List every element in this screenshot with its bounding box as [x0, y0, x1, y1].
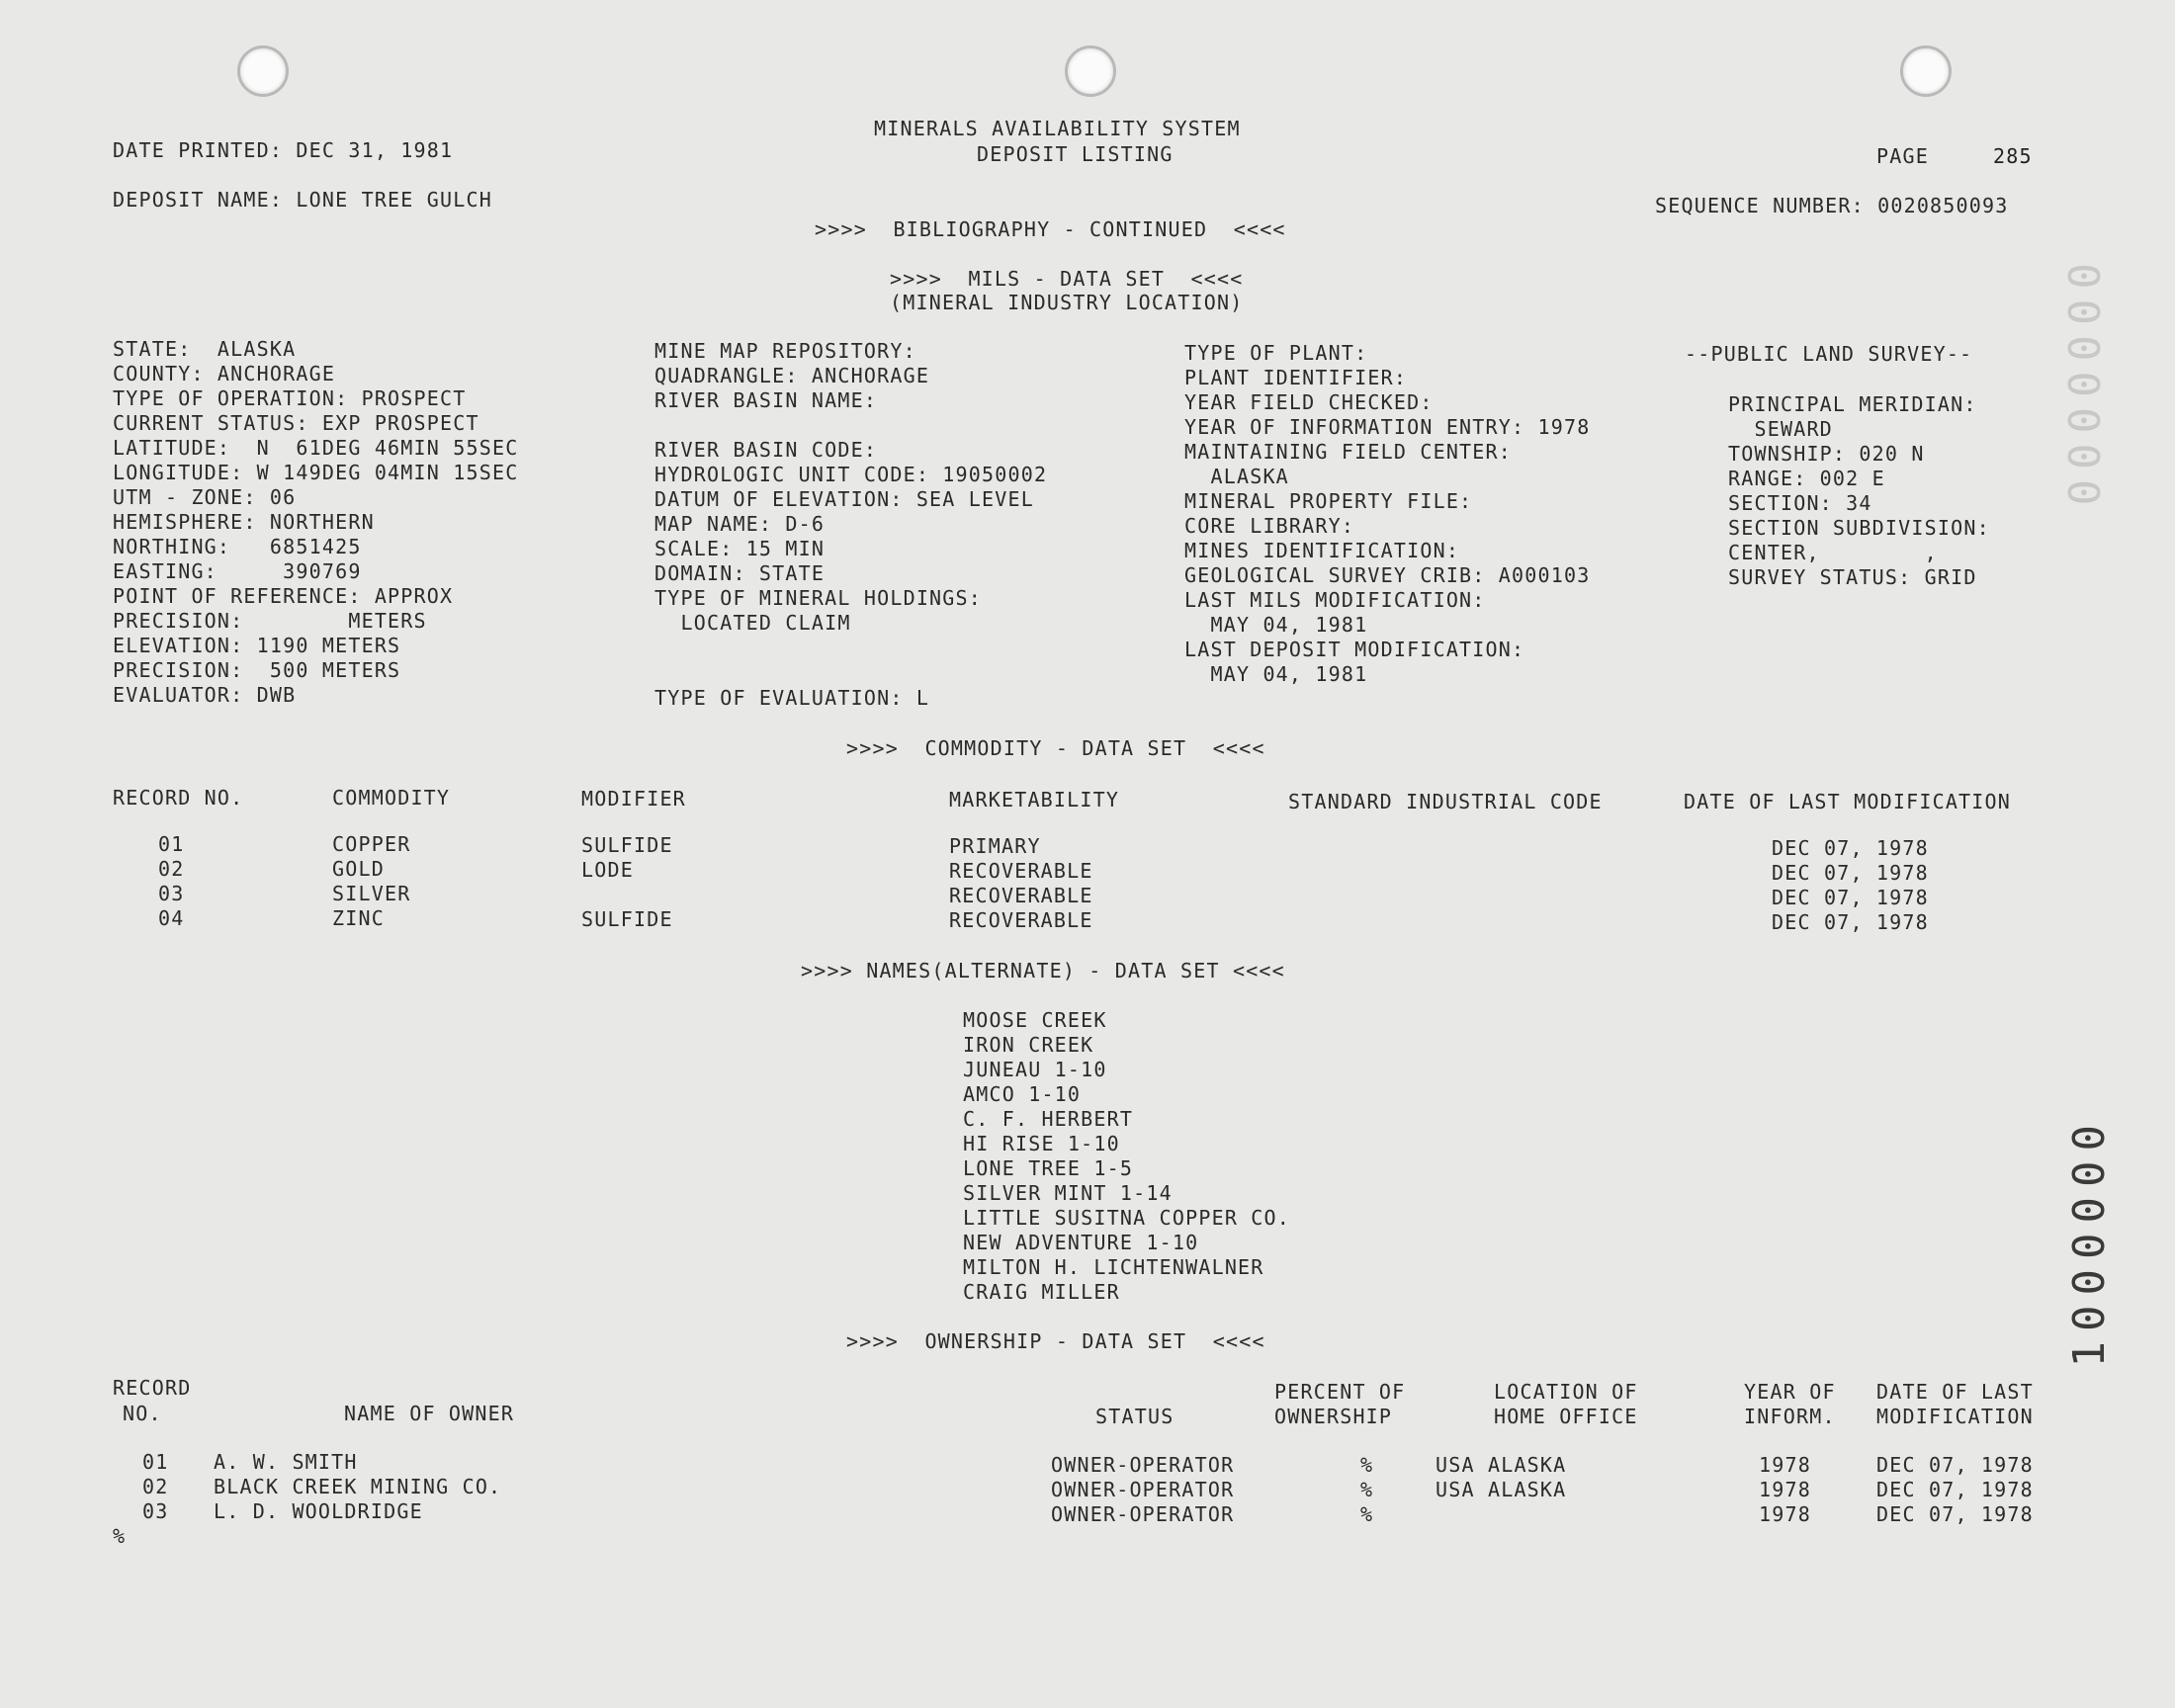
pls-field: SECTION: 34 — [1728, 491, 1872, 515]
mils-field: LAST MILS MODIFICATION: — [1184, 588, 1486, 612]
names-heading: >>>> NAMES(ALTERNATE) - DATA SET <<<< — [801, 959, 1285, 982]
mils-field: LONGITUDE: W 149DEG 04MIN 15SEC — [113, 461, 519, 484]
record-number: 03 — [158, 882, 185, 905]
record-number: 01 — [158, 832, 185, 856]
mils-field: TYPE OF PLANT: — [1184, 341, 1368, 365]
mils-field: COUNTY: ANCHORAGE — [113, 362, 336, 385]
owner-percent: % — [1360, 1478, 1374, 1501]
commodity-modifier: SULFIDE — [581, 907, 673, 931]
mils-field: DATUM OF ELEVATION: SEA LEVEL — [654, 487, 1034, 511]
owner-year: 1978 — [1759, 1453, 1811, 1477]
end-of-record-mark: % — [113, 1524, 127, 1548]
list-item: C. F. HERBERT — [963, 1107, 1134, 1131]
list-item: MILTON H. LICHTENWALNER — [963, 1255, 1264, 1279]
punch-hole-right — [1900, 45, 1952, 97]
list-item: IRON CREEK — [963, 1033, 1094, 1057]
commodity-header-modifier: MODIFIER — [581, 787, 686, 811]
report-title: MINERALS AVAILABILITY SYSTEM — [874, 117, 1241, 140]
mils-field: PRECISION: METERS — [113, 609, 427, 633]
commodity-modifier: LODE — [581, 858, 634, 882]
mils-field: MINES IDENTIFICATION: — [1184, 539, 1460, 562]
mils-field: YEAR FIELD CHECKED: — [1184, 390, 1434, 414]
mils-field: EVALUATOR: DWB — [113, 683, 297, 707]
record-number: 02 — [142, 1475, 169, 1498]
record-number: 01 — [142, 1450, 169, 1474]
margin-stamp-upper: 0000000 — [2060, 253, 2111, 506]
mils-field: HEMISPHERE: NORTHERN — [113, 510, 375, 534]
pls-field: SEWARD — [1728, 417, 1833, 441]
mils-field: STATE: ALASKA — [113, 337, 297, 361]
owner-status: OWNER-OPERATOR — [1051, 1478, 1235, 1501]
type-of-evaluation: TYPE OF EVALUATION: L — [654, 686, 930, 710]
list-item: LONE TREE 1-5 — [963, 1156, 1134, 1180]
page-label: PAGE — [1876, 144, 1929, 168]
page-number: 285 — [1993, 144, 2033, 168]
list-item: SILVER MINT 1-14 — [963, 1181, 1173, 1205]
mils-field: QUADRANGLE: ANCHORAGE — [654, 364, 930, 387]
ownership-header-no: NO. — [123, 1402, 162, 1425]
commodity-name: GOLD — [332, 857, 385, 881]
mils-field: POINT OF REFERENCE: APPROX — [113, 584, 454, 608]
ownership-header-percent: OWNERSHIP — [1274, 1405, 1393, 1428]
commodity-header-marketability: MARKETABILITY — [949, 788, 1120, 811]
owner-location: USA ALASKA — [1436, 1478, 1567, 1501]
owner-year: 1978 — [1759, 1502, 1811, 1526]
date-printed: DATE PRINTED: DEC 31, 1981 — [113, 138, 454, 162]
commodity-name: SILVER — [332, 882, 411, 905]
owner-name: A. W. SMITH — [214, 1450, 358, 1474]
commodity-header-commodity: COMMODITY — [332, 786, 451, 810]
ownership-header-date: DATE OF LAST — [1876, 1380, 2034, 1404]
mils-field: RIVER BASIN CODE: — [654, 438, 878, 462]
ownership-header-status: STATUS — [1095, 1405, 1174, 1428]
mils-field: TYPE OF OPERATION: PROSPECT — [113, 386, 467, 410]
mils-field: EASTING: 390769 — [113, 559, 362, 583]
mils-field: MAINTAINING FIELD CENTER: — [1184, 440, 1513, 464]
ownership-header-location: LOCATION OF — [1494, 1380, 1638, 1404]
mils-field: MAY 04, 1981 — [1184, 662, 1368, 686]
mils-field: UTM - ZONE: 06 — [113, 485, 297, 509]
list-item: LITTLE SUSITNA COPPER CO. — [963, 1206, 1291, 1230]
mils-field: ALASKA — [1184, 465, 1289, 488]
ownership-header-percent: PERCENT OF — [1274, 1380, 1406, 1404]
mils-field: MAY 04, 1981 — [1184, 613, 1368, 637]
mils-heading: >>>> MILS - DATA SET <<<< — [890, 267, 1244, 291]
pls-field: SURVEY STATUS: GRID — [1728, 565, 1977, 589]
commodity-name: COPPER — [332, 832, 411, 856]
owner-date: DEC 07, 1978 — [1876, 1453, 2034, 1477]
commodity-date: DEC 07, 1978 — [1772, 886, 1929, 909]
commodity-marketability: RECOVERABLE — [949, 884, 1093, 907]
list-item: MOOSE CREEK — [963, 1008, 1107, 1032]
deposit-name: DEPOSIT NAME: LONE TREE GULCH — [113, 188, 492, 212]
pls-field: CENTER, , — [1728, 541, 1938, 564]
mils-field: PLANT IDENTIFIER: — [1184, 366, 1408, 389]
margin-stamp-lower: 1000000 — [2064, 1115, 2115, 1368]
pls-field: PRINCIPAL MERIDIAN: — [1728, 392, 1977, 416]
commodity-date: DEC 07, 1978 — [1772, 910, 1929, 934]
mils-field: GEOLOGICAL SURVEY CRIB: A000103 — [1184, 563, 1591, 587]
pls-field: SECTION SUBDIVISION: — [1728, 516, 1990, 540]
owner-status: OWNER-OPERATOR — [1051, 1453, 1235, 1477]
commodity-marketability: RECOVERABLE — [949, 908, 1093, 932]
owner-date: DEC 07, 1978 — [1876, 1478, 2034, 1501]
commodity-header-sic: STANDARD INDUSTRIAL CODE — [1288, 790, 1603, 813]
mils-field: CORE LIBRARY: — [1184, 514, 1355, 538]
owner-location: USA ALASKA — [1436, 1453, 1567, 1477]
mils-field: PRECISION: 500 METERS — [113, 658, 401, 682]
commodity-name: ZINC — [332, 906, 385, 930]
list-item: AMCO 1-10 — [963, 1082, 1082, 1106]
mils-field: RIVER BASIN NAME: — [654, 388, 878, 412]
mils-field: DOMAIN: STATE — [654, 561, 826, 585]
ownership-heading: >>>> OWNERSHIP - DATA SET <<<< — [846, 1329, 1265, 1353]
commodity-heading: >>>> COMMODITY - DATA SET <<<< — [846, 736, 1265, 760]
commodity-marketability: RECOVERABLE — [949, 859, 1093, 883]
commodity-date: DEC 07, 1978 — [1772, 861, 1929, 885]
mils-field: TYPE OF MINERAL HOLDINGS: — [654, 586, 983, 610]
mils-subheading: (MINERAL INDUSTRY LOCATION) — [890, 291, 1244, 314]
ownership-header-name: NAME OF OWNER — [344, 1402, 515, 1425]
owner-name: BLACK CREEK MINING CO. — [214, 1475, 502, 1498]
record-number: 02 — [158, 857, 185, 881]
pls-field: TOWNSHIP: 020 N — [1728, 442, 1925, 466]
mils-field: LAST DEPOSIT MODIFICATION: — [1184, 638, 1525, 661]
mils-field: LATITUDE: N 61DEG 46MIN 55SEC — [113, 436, 519, 460]
ownership-header-date: MODIFICATION — [1876, 1405, 2034, 1428]
owner-name: L. D. WOOLDRIDGE — [214, 1499, 423, 1523]
owner-percent: % — [1360, 1502, 1374, 1526]
sequence-number: SEQUENCE NUMBER: 0020850093 — [1655, 194, 2009, 217]
list-item: HI RISE 1-10 — [963, 1132, 1120, 1155]
mils-field: CURRENT STATUS: EXP PROSPECT — [113, 411, 479, 435]
owner-percent: % — [1360, 1453, 1374, 1477]
mils-field: HYDROLOGIC UNIT CODE: 19050002 — [654, 463, 1048, 486]
ownership-header-location: HOME OFFICE — [1494, 1405, 1638, 1428]
list-item: CRAIG MILLER — [963, 1280, 1120, 1304]
pls-heading: --PUBLIC LAND SURVEY-- — [1685, 342, 1973, 366]
mils-field: YEAR OF INFORMATION ENTRY: 1978 — [1184, 415, 1591, 439]
ownership-header-year: INFORM. — [1744, 1405, 1836, 1428]
mils-field: LOCATED CLAIM — [654, 611, 851, 635]
ownership-header-year: YEAR OF — [1744, 1380, 1836, 1404]
pls-field: RANGE: 002 E — [1728, 467, 1885, 490]
mils-field: SCALE: 15 MIN — [654, 537, 826, 560]
mils-field: MAP NAME: D-6 — [654, 512, 826, 536]
owner-year: 1978 — [1759, 1478, 1811, 1501]
report-subtitle: DEPOSIT LISTING — [977, 142, 1174, 166]
record-number: 03 — [142, 1499, 169, 1523]
owner-date: DEC 07, 1978 — [1876, 1502, 2034, 1526]
punch-hole-left — [237, 45, 289, 97]
ownership-header-record: RECORD — [113, 1376, 192, 1400]
mils-field: ELEVATION: 1190 METERS — [113, 634, 401, 657]
mils-field: NORTHING: 6851425 — [113, 535, 362, 558]
commodity-marketability: PRIMARY — [949, 834, 1041, 858]
mils-field: MINERAL PROPERTY FILE: — [1184, 489, 1473, 513]
record-number: 04 — [158, 906, 185, 930]
bibliography-heading: >>>> BIBLIOGRAPHY - CONTINUED <<<< — [815, 217, 1286, 241]
punch-hole-center — [1065, 45, 1116, 97]
list-item: JUNEAU 1-10 — [963, 1058, 1107, 1081]
commodity-modifier: SULFIDE — [581, 833, 673, 857]
commodity-header-record: RECORD NO. — [113, 786, 244, 810]
commodity-date: DEC 07, 1978 — [1772, 836, 1929, 860]
commodity-header-date: DATE OF LAST MODIFICATION — [1684, 790, 2012, 813]
mils-field: MINE MAP REPOSITORY: — [654, 339, 916, 363]
list-item: NEW ADVENTURE 1-10 — [963, 1231, 1199, 1254]
owner-status: OWNER-OPERATOR — [1051, 1502, 1235, 1526]
